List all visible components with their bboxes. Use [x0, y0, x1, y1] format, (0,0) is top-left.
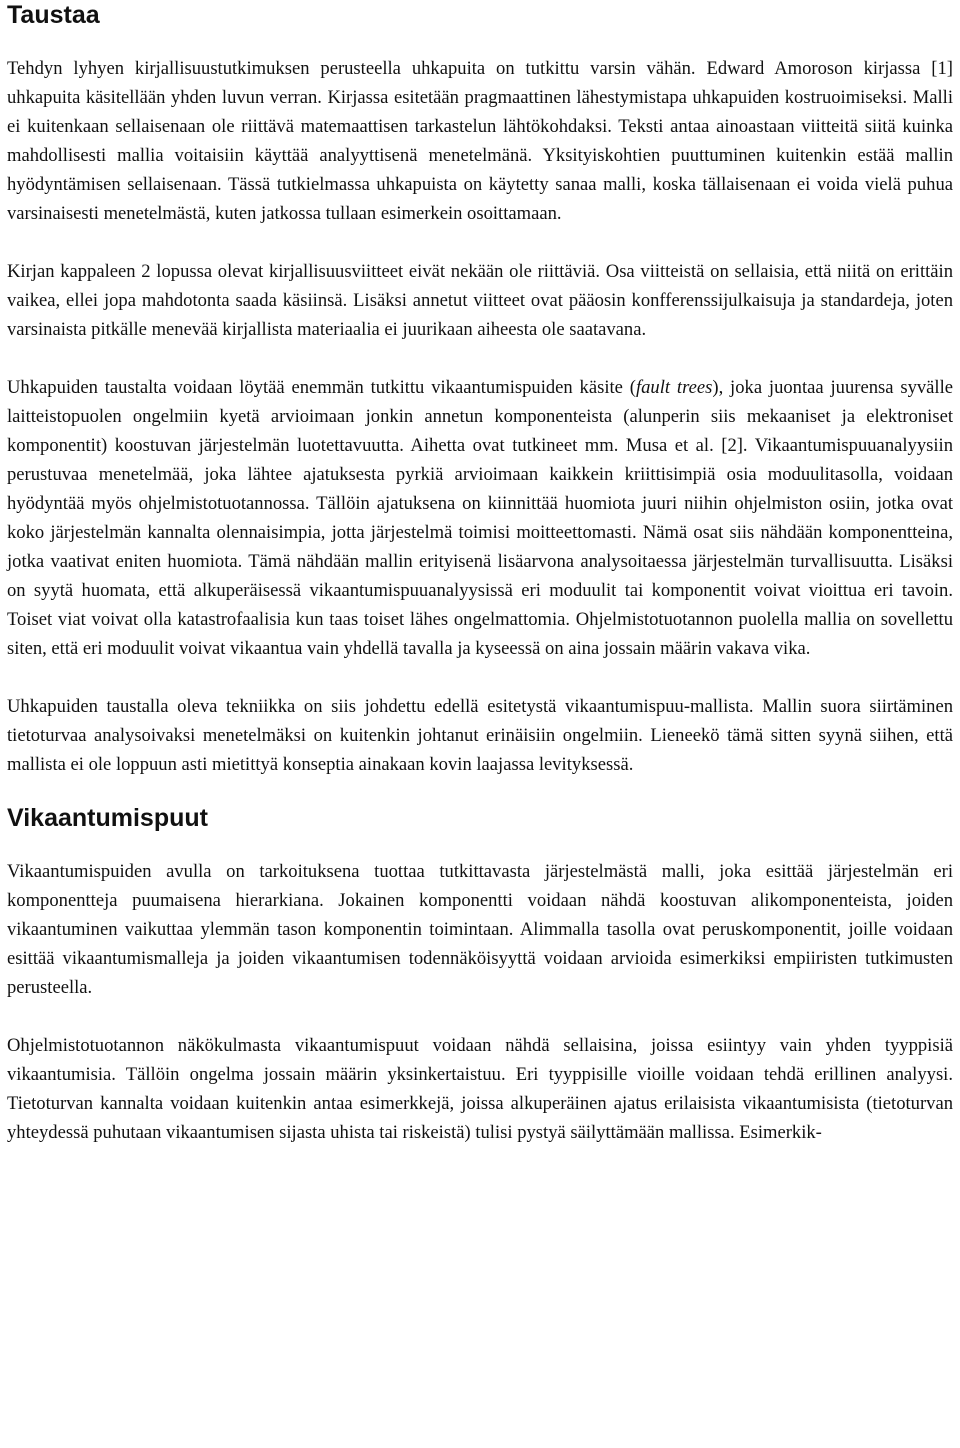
- section-body-taustaa: [7, 54, 953, 779]
- paragraph: Tehdyn lyhyen kirjallisuustutkimuksen perusteella uhkapuita on tutkittu varsin vähän. Edward Amoroson kirjassa [1] uhkapuita käsitellään yhden luvun verran. Kirjassa esitetään pragmaattinen lähestymistapa uhkapuiden kostruoimiseksi. Malli ei kuitenkaan sellaisenaan ole riittävä matemaattisen tarkastelun lähtökohdaksi. Teksti antaa ainoastaan viitteitä siitä kuinka mahdollisesti mallia voitaisiin käyttää analyyttisenä menetelmänä. Yksityiskohtien puuttuminen kuitenkin estää mallin hyödyntämisen sellaisenaan. Tässä tutkielmassa uhkapuista on käytetty sanaa malli, koska tällaisenaan ei voida vielä puhua varsinaisesti menetelmästä, kuten jatkossa tullaan esimerkein osoittamaan.: [7, 58, 953, 224]
- paragraph: Uhkapuiden taustalla oleva tekniikka on siis johdettu edellä esitetystä vikaantumispuu-mallista. Mallin suora siirtäminen tietoturvaa analysoivaksi menetelmäksi on kuitenkin johtanut erinäisiin ongelmiin. Lieneekö tämä sitten syynä siihen, että mallista ei ole loppuun asti mietittyä konseptia ainakaan kovin laajassa levityksessä.: [7, 696, 953, 775]
- paragraph: [7, 373, 953, 663]
- paragraph: Vikaantumispuiden avulla on tarkoituksena tuottaa tutkittavasta järjestelmästä malli, joka esittää järjestelmän eri komponentteja puumaisena hierarkiana. Jokainen komponentti voidaan nähdä koostuvan alikomponenteista, joiden vikaantuminen vaikuttaa ylemmän tason komponentin toimintaan. Alimmalla tasolla ovat peruskomponentit, joille voidaan esittää vikaantumismalleja ja joiden vikaantumisen todennäköisyyttä voidaan arvioida esimerkiksi empiiristen tutkimusten perusteella.: [7, 861, 953, 998]
- paragraph-text: ), joka juontaa juurensa syvälle laitteistopuolen ongelmiin kyetä arvioimaan jonkin annetun komponenteista (alunperin siis mekaaniset ja elektroniset komponentit) koostuvan järjestelmän luotettavuutta. Aihetta ovat tutkineet mm. Musa et al. [2]. Vikaantumispuuanalyysiin perustuvaa menetelmää, joka lähtee ajatuksesta pyrkiä arvioimaan kaikkein kriittisimpiä osia moduulitasolla, voidaan hyödyntää myös ohjelmistotuotannossa. Tällöin ajatuksena on kiinnittää huomiota juuri niihin ohjelmiston osiin, jotka ovat koko järjestelmän kannalta olennaisimpia, jotta järjestelmä toimisi moitteettomasti. Nämä osat siis nähdään komponentteina, jotka vaativat eniten huomiota. Tämä nähdään mallin erityisenä lisäarvona analysoitaessa järjestelmän turvallisuutta. Lisäksi on syytä huomata, että alkuperäisessä vikaantumispuuanalyysissä eri moduulit tai komponentit voivat vioittua eri tavoin. Toiset viat voivat olla katastrofaalisia kun taas toiset lähes ongelmattomia. Ohjelmistotuotannon puolella mallia on sovellettu siten, että eri moduulit voivat vikaantua vain yhdellä tavalla ja kyseessä on aina jossain määrin vakava vika.: [7, 377, 954, 659]
- paragraph: Ohjelmistotuotannon näkökulmasta vikaantumispuut voidaan nähdä sellaisina, joissa esiintyy vain yhden tyyppisiä vikaantumisia. Tällöin ongelma jossain määrin yksinkertaistuu. Eri tyyppisille vioille voidaan tehdä erillinen analyysi. Tietoturvan kannalta voidaan kuitenkin antaa esimerkkejä, joissa alkuperäinen ajatus erilaisista vikaantumisista (tietoturvan yhteydessä puhutaan vikaantumisen sijasta uhista tai riskeistä) tulisi pystyä säilyttämään mallissa. Esimerkik-: [7, 1035, 953, 1143]
- section-body-vikaantumispuut: [7, 857, 953, 1147]
- italic-term: fault trees: [635, 377, 713, 398]
- section-heading-taustaa: Taustaa: [7, 1, 100, 29]
- section-heading-vikaantumispuut: Vikaantumispuut: [7, 804, 208, 832]
- paragraph-text: Uhkapuiden taustalta voidaan löytää enemmän tutkittu vikaantumispuiden käsite (: [7, 377, 636, 398]
- document-page: [7, 0, 953, 1147]
- paragraph: Kirjan kappaleen 2 lopussa olevat kirjallisuusviitteet eivät nekään ole riittäviä. Osa viitteistä on sellaisia, että niitä on erittäin vaikea, ellei jopa mahdotonta saada käsiinsä. Lisäksi annetut viitteet ovat pääosin konfferenssijulkaisuja ja standardeja, joten varsinaista pitkälle menevää kirjallista materiaalia ei juurikaan aiheesta ole saatavana.: [7, 261, 953, 340]
